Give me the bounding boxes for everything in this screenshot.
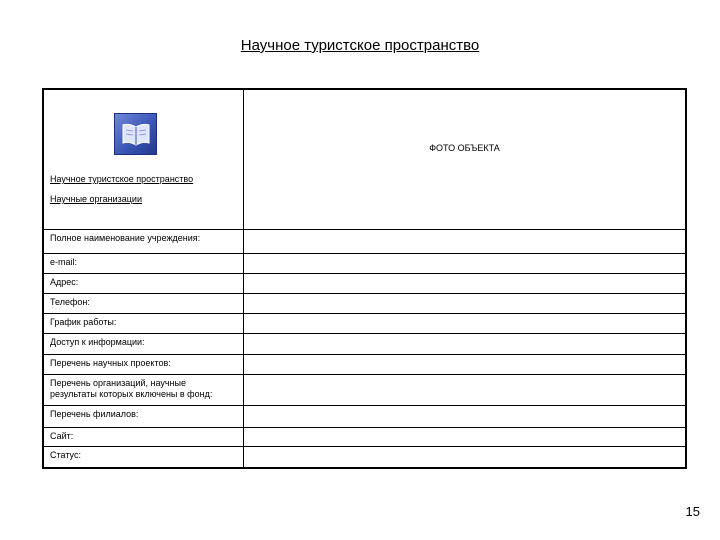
field-label: Доступ к информации: bbox=[50, 337, 145, 347]
field-row-email bbox=[44, 253, 685, 273]
field-row-branches bbox=[44, 405, 685, 427]
field-value[interactable] bbox=[244, 334, 685, 354]
field-label: Сайт: bbox=[50, 431, 74, 441]
field-row-status bbox=[44, 446, 685, 467]
field-label: Перечень научных проектов: bbox=[50, 358, 171, 368]
link-scientific-tourist-space[interactable]: Научное туристское пространство bbox=[50, 174, 194, 184]
field-value[interactable] bbox=[244, 230, 685, 253]
page-title: Научное туристское пространство bbox=[240, 37, 480, 54]
field-row-organizations-list bbox=[44, 374, 685, 405]
field-row-scientific-projects bbox=[44, 354, 685, 374]
field-row-information-access bbox=[44, 333, 685, 354]
field-label: Перечень филиалов: bbox=[50, 409, 139, 419]
field-row-phone bbox=[44, 293, 685, 313]
field-row-website bbox=[44, 427, 685, 446]
field-value[interactable] bbox=[244, 314, 685, 333]
field-value[interactable] bbox=[244, 254, 685, 273]
page-number: 15 bbox=[685, 504, 700, 519]
field-label: Полное наименование учреждения: bbox=[50, 233, 201, 243]
field-value[interactable] bbox=[244, 428, 685, 446]
field-label: График работы: bbox=[50, 317, 117, 327]
field-value[interactable] bbox=[244, 375, 685, 405]
field-row-full-name bbox=[44, 229, 685, 253]
field-label: Адрес: bbox=[50, 277, 79, 287]
open-book-icon[interactable] bbox=[114, 113, 157, 155]
field-label: Статус: bbox=[50, 450, 81, 460]
link-scientific-organizations[interactable]: Научные организации bbox=[50, 194, 142, 204]
field-value[interactable] bbox=[244, 274, 685, 293]
field-value[interactable] bbox=[244, 406, 685, 427]
object-card-table bbox=[42, 88, 687, 469]
field-label: Перечень организаций, научные результаты которых включены в фонд: bbox=[50, 378, 213, 399]
field-label: Телефон: bbox=[50, 297, 90, 307]
field-label: e-mail: bbox=[50, 257, 78, 267]
field-value[interactable] bbox=[244, 447, 685, 467]
field-row-address bbox=[44, 273, 685, 293]
field-value[interactable] bbox=[244, 355, 685, 374]
field-row-working-hours bbox=[44, 313, 685, 333]
object-photo-placeholder: ФОТО ОБЪЕКТА bbox=[429, 143, 500, 153]
field-value[interactable] bbox=[244, 294, 685, 313]
